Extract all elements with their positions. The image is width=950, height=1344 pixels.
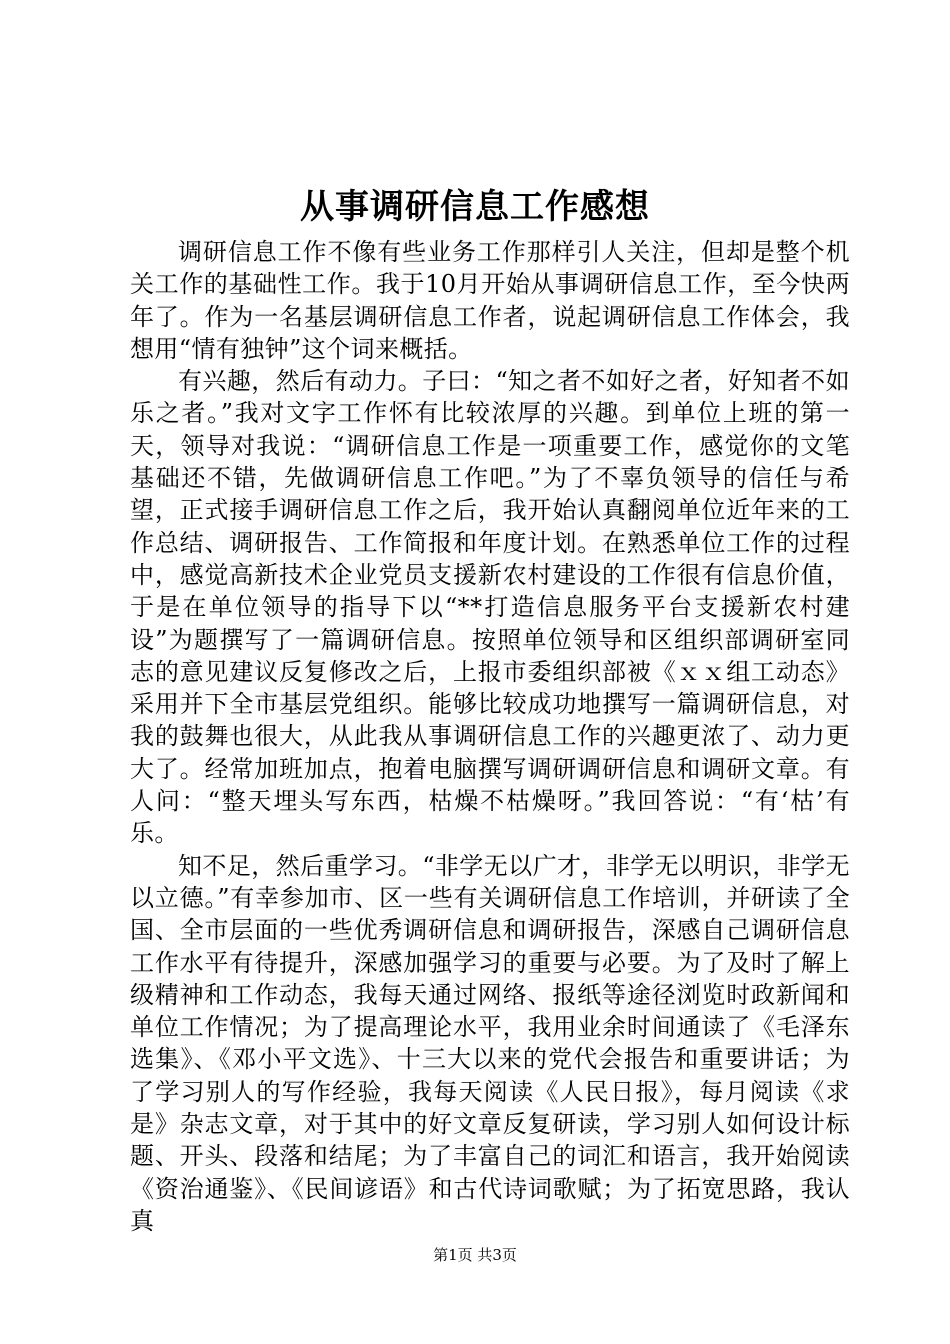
page-footer: 第1页 共3页 (433, 1246, 517, 1264)
document-title: 从事调研信息工作感想 (300, 187, 650, 227)
document-body (130, 236, 850, 1237)
paragraph-learning: 知不足，然后重学习。“非学无以广才，非学无以明识，非学无以立德。”有幸参加市、区一些有关调研信息工作培训，并研读了全国、全市层面的一些优秀调研信息和调研报告，深感自己调研信息工作水平有待提升，深感加强学习的重要与必要。为了及时了解上级精神和工作动态，我每天通过网络、报纸等途径浏览时政新闻和单位工作情况；为了提高理论水平，我用业余时间通读了《毛泽东选集》、《邓小平文选》、十三大以来的党代会报告和重要讲话；为了学习别人的写作经验，我每天阅读《人民日报》，每月阅读《求是》杂志文章，对于其中的好文章反复研读，学习别人如何设计标题、开头、段落和结尾；为了丰富自己的词汇和语言，我开始阅读《资治通鉴》、《民间谚语》和古代诗词歌赋；为了拓宽思路，我认真 (130, 851, 850, 1235)
paragraph-intro: 调研信息工作不像有些业务工作那样引人关注，但却是整个机关工作的基础性工作。我于10月开始从事调研信息工作，至今快两年了。作为一名基层调研信息工作者，说起调研信息工作体会，我想用“情有独钟”这个词来概括。 (130, 238, 850, 363)
paragraph-interest: 有兴趣，然后有动力。子曰：“知之者不如好之者，好知者不如乐之者。”我对文字工作怀有比较浓厚的兴趣。到单位上班的第一天，领导对我说：“调研信息工作是一项重要工作，感觉你的文笔基础还不错，先做调研信息工作吧。”为了不辜负领导的信任与希望，正式接手调研信息工作之后，我开始认真翻阅单位近年来的工作总结、调研报告、工作简报和年度计划。在熟悉单位工作的过程中，感觉高新技术企业党员支援新农村建设的工作很有信息价值，于是在单位领导的指导下以“**打造信息服务平台支援新农村建设”为题撰写了一篇调研信息。按照单位领导和区组织部调研室同志的意见建议反复修改之后，上报市委组织部被《ｘｘ组工动态》采用并下全市基层党组织。能够比较成功地撰写一篇调研信息，对我的鼓舞也很大，从此我从事调研信息工作的兴趣更浓了、动力更大了。经常加班加点，抱着电脑撰写调研调研信息和调研文章。有人问：“整天埋头写东西，枯燥不枯燥呀。”我回答说：“有‘枯’有乐。 (130, 367, 850, 848)
